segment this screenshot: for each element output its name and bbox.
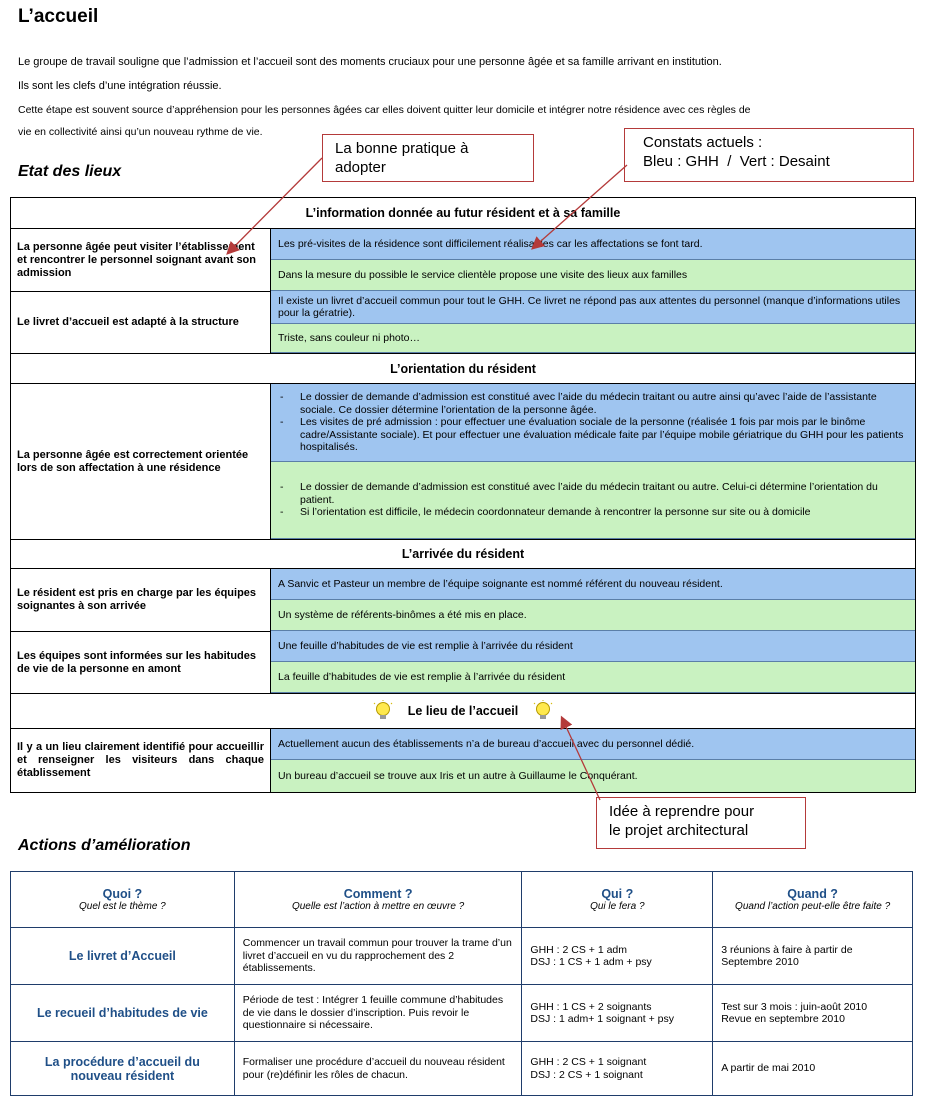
finding-desaint: Un système de référents-binômes a été mis en place. [271,600,915,631]
finding-desaint: Dans la mesure du possible le service clientèle propose une visite des lieux aux familles [271,260,915,291]
page-title: L’accueil [18,6,99,27]
callout-text: adopter [335,159,386,176]
callout-text: Bleu : GHH / Vert : Desaint [643,153,830,170]
action-who: GHH : 1 CS + 2 soignants DSJ : 1 adm+ 1 soignant + psy [522,985,713,1042]
action-theme: Le recueil d’habitudes de vie [11,985,235,1042]
action-how: Commencer un travail commun pour trouver la trame d’un livret d’accueil en vu du rapprochement des 2 établissements. [234,928,522,985]
criterion-cell: Les équipes sont informées sur les habitudes de vie de la personne en amont [11,631,271,693]
criterion-cell: La personne âgée est correctement orientée lors de son affectation à une résidence [11,384,271,539]
action-who: GHH : 2 CS + 1 adm DSJ : 1 CS + 1 adm + psy [522,928,713,985]
action-when: 3 réunions à faire à partir de Septembre 2010 [713,928,913,985]
table-header-row [11,872,913,928]
finding-ghh: Il existe un livret d’accueil commun pour tout le GHH. Ce livret ne répond pas aux attentes du personnel (manque d’informations utiles pour la gératrie). [271,291,915,324]
actions-table [10,871,913,1096]
action-when: Test sur 3 mois : juin-août 2010 Revue en septembre 2010 [713,985,913,1042]
list-item: - Le dossier de demande d’admission est constitué avec l’aide du médecin traitant ou autre. Celui-ci détermine l’orientation du patient. [278,481,908,506]
table-group-header: L’orientation du résident [11,353,915,384]
callout-text: Idée à reprendre pour [609,803,755,820]
table-row [11,1042,913,1096]
table-group-header: L’information donnée au futur résident et à sa famille [11,198,915,229]
criterion-cell: Le résident est pris en charge par les équipes soignantes à son arrivée [11,569,271,631]
finding-desaint: La feuille d’habitudes de vie est remplie à l’arrivée du résident [271,662,915,693]
finding-desaint: Un bureau d’accueil se trouve aux Iris et un autre à Guillaume le Conquérant. [271,760,915,792]
action-who: GHH : 2 CS + 1 soignant DSJ : 2 CS + 1 soignant [522,1042,713,1096]
action-theme: Le livret d’Accueil [11,928,235,985]
table-group-header: L’arrivée du résident [11,539,915,569]
table-row [11,928,913,985]
intro-line-1: Le groupe de travail souligne que l’admission et l’accueil sont des moments cruciaux pour une personne âgée et sa famille arrivant en institution. [18,56,722,68]
column-header-quand: Quand ? Quand l’action peut-elle être faite ? [713,872,913,928]
intro-line-3: Cette étape est souvent source d’appréhension pour les personnes âgées car elles doivent quitter leur domicile et intégrer notre résidence avec ces règles de [18,104,751,116]
list-item: - Les visites de pré admission : pour effectuer une évaluation sociale de la personne (réalisée 1 fois par mois par le binôme cadre/Assistante sociale). Et pour effectuer une évaluation médicale faite par l’équipe mobile gériatrique du GHH pour les patients hospitalisés. [278,416,908,454]
finding-ghh: Les pré-visites de la résidence sont difficilement réalisables car les affectations se font tard. [271,229,915,260]
column-header-quoi: Quoi ? Quel est le thème ? [11,872,235,928]
section-title-actions: Actions d’amélioration [18,837,191,854]
action-how: Formaliser une procédure d’accueil du nouveau résident pour (re)définir les rôles de chacun. [234,1042,522,1096]
finding-ghh: A Sanvic et Pasteur un membre de l’équipe soignante est nommé référent du nouveau résident. [271,569,915,600]
list-item: - Si l’orientation est difficile, le médecin coordonnateur demande à rencontrer la personne sur site ou à domicile [278,506,908,519]
list-item: - Le dossier de demande d’admission est constitué avec l’aide du médecin traitant ou autre ainsi qu’avec l’aide de l’assistante sociale. Ce dossier détermine l’orientation de la personne âgée. [278,391,908,416]
finding-ghh: Une feuille d’habitudes de vie est remplie à l’arrivée du résident [271,631,915,662]
arrow-to-criterion [228,158,322,253]
section-title-state: Etat des lieux [18,163,122,180]
criterion-cell: Le livret d’accueil est adapté à la structure [11,291,271,353]
criterion-cell: Il y a un lieu clairement identifié pour accueillir et renseigner les visiteurs dans chaque établissement [11,729,271,792]
arrow-to-bulb [562,718,600,800]
callout-text: La bonne pratique à [335,140,469,157]
action-when: A partir de mai 2010 [713,1042,913,1096]
callout-text: Constats actuels : [643,134,763,151]
intro-line-4: vie en collectivité ainsi qu’un nouveau rythme de vie. [18,126,263,138]
column-header-comment: Comment ? Quelle est l’action à mettre en œuvre ? [234,872,522,928]
callout-text: le projet architectural [609,822,749,839]
column-header-qui: Qui ? Qui le fera ? [522,872,713,928]
arrow-to-findings [533,165,627,248]
action-how: Période de test : Intégrer 1 feuille commune d’habitudes de vie dans le dossier d’inscription. Puis revoir le questionnaire si nécessaire. [234,985,522,1042]
group-header-label: Le lieu de l’accueil [407,704,519,718]
finding-desaint: Triste, sans couleur ni photo… [271,324,915,353]
finding-ghh: Actuellement aucun des établissements n’a de bureau d’accueil avec du personnel dédié. [271,729,915,760]
action-theme: La procédure d’accueil du nouveau résident [11,1042,235,1096]
intro-line-2: Ils sont les clefs d’une intégration réussie. [18,80,222,92]
criterion-cell: La personne âgée peut visiter l’établissement et rencontrer le personnel soignant avant son admission [11,229,271,291]
table-row [11,985,913,1042]
